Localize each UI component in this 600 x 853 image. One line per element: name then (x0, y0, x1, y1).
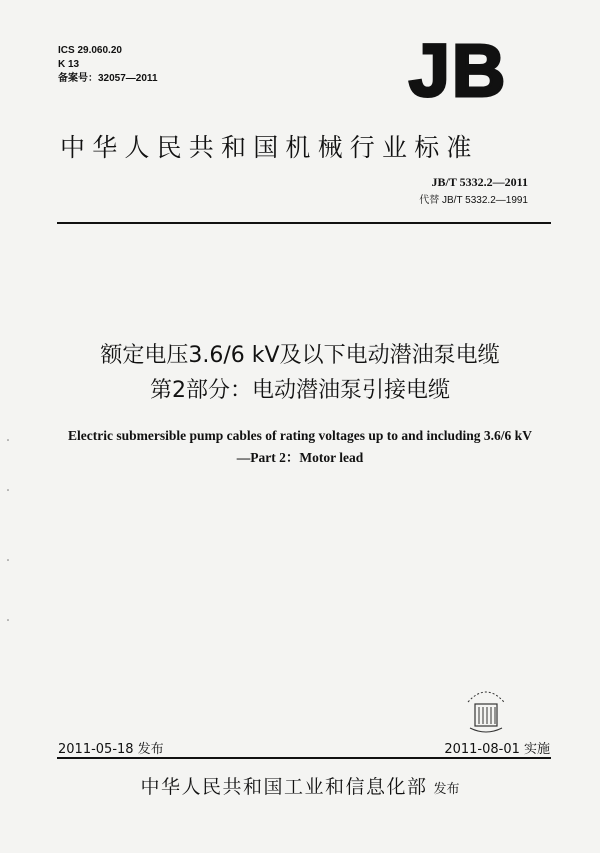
title-english-line-2: —Part 2：Motor lead (236, 450, 364, 465)
issuer-action: 发布 (433, 782, 460, 797)
implementation-date: 2011-08-01 实施 (444, 742, 550, 757)
ics-code: ICS 29.060.20 (58, 45, 122, 56)
title-english-line-1: Electric submersible pump cables of rating voltages up to and including 3.6/6 kV (68, 428, 532, 443)
standard-number: JB/T 5332.2—2011 (431, 175, 528, 189)
issuer-name: 中华人民共和国工业和信息化部 (140, 776, 428, 798)
standard-category-title: 中华人民共和国机械行业标准 (60, 133, 479, 162)
replaces-standard: 代替 JB/T 5332.2—1991 (419, 195, 528, 206)
jb-logo-text: JB (408, 36, 508, 102)
metadata-block (58, 44, 158, 86)
publisher-seal-icon (458, 680, 514, 736)
title-chinese-line-1: 额定电压3.6/6 kV及以下电动潜油泵电缆 (100, 343, 500, 368)
bottom-divider (57, 757, 551, 759)
jb-logo (398, 36, 518, 102)
classification-code: K 13 (58, 59, 80, 70)
record-number: 备案号：32057—2011 (58, 73, 158, 84)
issuer-line (0, 772, 600, 799)
top-divider (57, 222, 551, 224)
issue-date: 2011-05-18 发布 (58, 742, 164, 757)
title-chinese-line-2: 第2部分：电动潜油泵引接电缆 (150, 378, 450, 403)
scan-artifact-dots (6, 430, 10, 630)
